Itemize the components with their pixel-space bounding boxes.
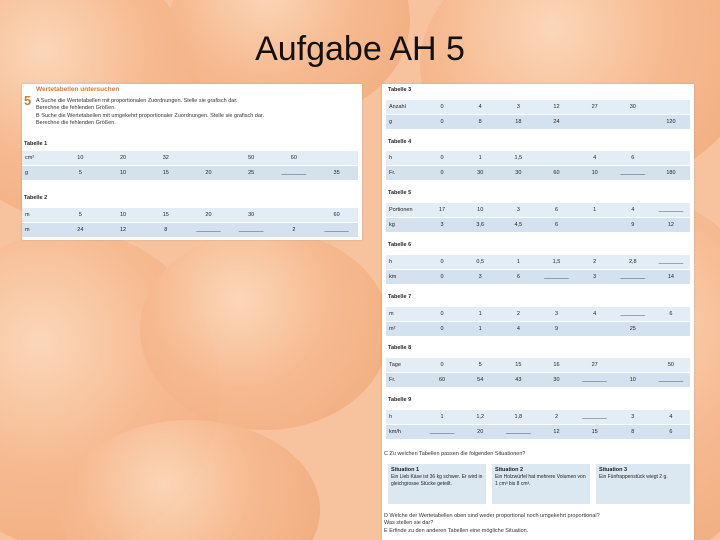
table-cell: 4: [614, 203, 652, 218]
table-cell: 30: [614, 100, 652, 115]
table-cell: 30: [461, 166, 499, 181]
table-cell: 4: [576, 307, 614, 322]
value-table: [386, 203, 690, 233]
table-cell: 6: [537, 218, 575, 233]
table-cell: 1: [461, 307, 499, 322]
row-label-cell: Tage: [386, 358, 423, 373]
table-title: Tabelle 9: [388, 397, 412, 403]
table-cell: 16: [537, 358, 575, 373]
table-cell: 1,2: [461, 410, 499, 425]
table-cell: 8: [614, 425, 652, 440]
table-title: Tabelle 2: [24, 195, 48, 201]
situation-box: [492, 464, 590, 504]
table-cell: ________: [423, 425, 461, 440]
table-cell: 120: [652, 115, 690, 130]
question-c: C Zu welchen Tabellen passen die folgenden Situationen?: [384, 451, 526, 457]
table-cell: 8: [461, 115, 499, 130]
table-cell: 4: [652, 410, 690, 425]
table-cell: 0: [423, 100, 461, 115]
row-label-cell: Portionen: [386, 203, 423, 218]
table-cell: [576, 322, 614, 337]
row-label-cell: Fr.: [386, 166, 423, 181]
table-cell: 3: [537, 307, 575, 322]
slide-title: Aufgabe AH 5: [255, 30, 465, 68]
row-label-cell: Anzahl: [386, 100, 423, 115]
table-row: [386, 166, 690, 181]
table-cell: 10: [576, 166, 614, 181]
table-cell: 17: [423, 203, 461, 218]
row-label-cell: m²: [386, 322, 423, 337]
table-cell: ________: [652, 373, 690, 388]
table-cell: 30: [537, 373, 575, 388]
table-cell: 0: [423, 307, 461, 322]
table-cell: 0: [423, 255, 461, 270]
table-cell: 1: [576, 203, 614, 218]
table-cell: 6: [499, 270, 537, 285]
table-cell: 43: [499, 373, 537, 388]
table-cell: 2: [499, 307, 537, 322]
situation-text: Ein Holzwürfel hat mehrere Volumen von 1 cm³ bis 8 cm³.: [495, 474, 586, 487]
row-label-cell: m: [22, 208, 59, 223]
exercise-number: 5: [24, 93, 32, 108]
table-cell: 5: [59, 208, 102, 223]
table-cell: 2: [537, 410, 575, 425]
table-cell: 5: [59, 166, 102, 181]
table-cell: 10: [461, 203, 499, 218]
table-cell: ________: [187, 223, 230, 238]
table-title: Tabelle 6: [388, 242, 412, 248]
table-cell: ________: [230, 223, 273, 238]
table-cell: ________: [537, 270, 575, 285]
table-cell: 3: [576, 270, 614, 285]
table-row: [386, 203, 690, 218]
situation-title: Situation 1: [391, 467, 420, 473]
table-cell: 20: [461, 425, 499, 440]
table-title: Tabelle 8: [388, 345, 412, 351]
table-row: [386, 410, 690, 425]
table-cell: ________: [499, 425, 537, 440]
table-row: [386, 115, 690, 130]
table-cell: [614, 358, 652, 373]
table-cell: 60: [537, 166, 575, 181]
task-line: A Suche die Wertetabellen mit proportionalen Zuordnungen. Stelle sie grafisch dar.: [36, 98, 238, 104]
table-cell: 0: [423, 166, 461, 181]
table-row: [386, 358, 690, 373]
table-cell: ________: [652, 255, 690, 270]
situation-text: Ein Lieb Käse ist 36 kg schwer. Er wird in gleichgrosse Stücke geteilt.: [391, 474, 483, 487]
task-line: Berechne die fehlenden Größen.: [36, 105, 116, 111]
table-cell: 0: [423, 322, 461, 337]
table-row: [386, 255, 690, 270]
table-cell: 35: [315, 166, 358, 181]
table-cell: 1,8: [499, 410, 537, 425]
table-cell: 0: [423, 151, 461, 166]
worksheet-right: [382, 84, 694, 540]
table-row: [22, 166, 358, 181]
question-d: D Welche der Wertetabellen oben sind weder proportional noch umgekehrt proportional?: [384, 513, 600, 519]
table-cell: 10: [102, 166, 145, 181]
table-cell: 6: [652, 425, 690, 440]
table-row: [386, 373, 690, 388]
exercise-heading: Wertetabellen untersuchen: [36, 86, 120, 93]
orange-image: [140, 230, 390, 430]
question-d-line2: Was stellen sie dar?: [384, 520, 434, 526]
table-cell: [652, 100, 690, 115]
table-row: [386, 218, 690, 233]
table-cell: 18: [499, 115, 537, 130]
table-cell: 1: [499, 255, 537, 270]
table-cell: [315, 151, 358, 166]
table-cell: 27: [576, 100, 614, 115]
table-cell: 60: [315, 208, 358, 223]
table-cell: [576, 115, 614, 130]
table-cell: 0: [423, 270, 461, 285]
table-cell: ________: [576, 410, 614, 425]
task-line: B Suche die Wertetabellen mit umgekehrt proportionaler Zuordnungen. Stelle sie grafisch dar.: [36, 113, 264, 119]
table-row: [386, 151, 690, 166]
row-label-cell: kg: [386, 218, 423, 233]
table-cell: 4: [499, 322, 537, 337]
table-cell: 10: [102, 208, 145, 223]
table-row: [22, 208, 358, 223]
table-title: Tabelle 4: [388, 139, 412, 145]
row-label-cell: km: [386, 270, 423, 285]
table-title: Tabelle 5: [388, 190, 412, 196]
row-label-cell: h: [386, 255, 423, 270]
table-cell: 2: [576, 255, 614, 270]
table-cell: [273, 208, 316, 223]
table-cell: 9: [614, 218, 652, 233]
row-label-cell: g: [386, 115, 423, 130]
table-cell: 1: [461, 322, 499, 337]
table-cell: 180: [652, 166, 690, 181]
table-row: [22, 223, 358, 238]
table-cell: [576, 218, 614, 233]
row-label-cell: m: [386, 307, 423, 322]
table-cell: ________: [614, 270, 652, 285]
table-cell: 30: [230, 208, 273, 223]
table-cell: 15: [576, 425, 614, 440]
row-label-cell: g: [22, 166, 59, 181]
table-cell: ________: [614, 166, 652, 181]
table-cell: 4,5: [499, 218, 537, 233]
table-cell: 10: [59, 151, 102, 166]
table-cell: 1,5: [537, 255, 575, 270]
table-cell: 3: [461, 270, 499, 285]
table-cell: 14: [652, 270, 690, 285]
row-label-cell: Fr.: [386, 373, 423, 388]
table-cell: 50: [652, 358, 690, 373]
table-cell: 8: [144, 223, 187, 238]
table-cell: 30: [499, 166, 537, 181]
table-cell: 15: [144, 166, 187, 181]
situation-box: [388, 464, 486, 504]
row-label-cell: km/h: [386, 425, 423, 440]
table-cell: 15: [499, 358, 537, 373]
table-cell: 24: [537, 115, 575, 130]
table-cell: 20: [187, 166, 230, 181]
table-title: Tabelle 7: [388, 294, 412, 300]
value-table: [386, 307, 690, 337]
table-cell: 6: [537, 203, 575, 218]
table-cell: ________: [652, 203, 690, 218]
table-cell: 32: [144, 151, 187, 166]
table-cell: 54: [461, 373, 499, 388]
table-cell: [537, 151, 575, 166]
table-row: [386, 322, 690, 337]
table-cell: 60: [273, 151, 316, 166]
table-cell: 5: [461, 358, 499, 373]
table-cell: 12: [537, 100, 575, 115]
value-table: [386, 255, 690, 285]
table-cell: 6: [614, 151, 652, 166]
situation-box: [596, 464, 690, 504]
table-cell: 50: [230, 151, 273, 166]
table-cell: 1: [461, 151, 499, 166]
table-cell: 24: [59, 223, 102, 238]
value-table: [386, 151, 690, 181]
table-cell: ________: [614, 307, 652, 322]
table-cell: [652, 151, 690, 166]
table-cell: 15: [144, 208, 187, 223]
row-label-cell: m: [22, 223, 59, 238]
row-label-cell: h: [386, 410, 423, 425]
table-cell: 20: [102, 151, 145, 166]
table-row: [22, 151, 358, 166]
table-title: Tabelle 1: [24, 141, 48, 147]
table-cell: 25: [230, 166, 273, 181]
value-table: [386, 100, 690, 130]
table-cell: 2,8: [614, 255, 652, 270]
table-cell: 4: [461, 100, 499, 115]
value-table: [386, 410, 690, 440]
table-cell: 3: [423, 218, 461, 233]
task-line: Berechne die fehlenden Größen.: [36, 120, 116, 126]
value-table: [22, 208, 358, 238]
table-cell: 10: [614, 373, 652, 388]
table-cell: 6: [652, 307, 690, 322]
table-cell: 3: [614, 410, 652, 425]
worksheet-left: [22, 84, 362, 240]
question-e: E Erfinde zu den anderen Tabellen eine mögliche Situation.: [384, 528, 529, 534]
table-cell: 12: [102, 223, 145, 238]
situation-title: Situation 3: [599, 467, 628, 473]
table-cell: 12: [652, 218, 690, 233]
row-label-cell: h: [386, 151, 423, 166]
table-cell: [187, 151, 230, 166]
table-row: [386, 100, 690, 115]
table-row: [386, 270, 690, 285]
table-cell: 20: [187, 208, 230, 223]
situation-text: Ein Fünfrappenstück wiegt 2 g.: [599, 474, 668, 480]
table-cell: [652, 322, 690, 337]
table-cell: ________: [315, 223, 358, 238]
table-cell: 3: [499, 100, 537, 115]
table-cell: 1: [423, 410, 461, 425]
table-row: [386, 425, 690, 440]
value-table: [22, 151, 358, 181]
table-cell: ________: [576, 373, 614, 388]
table-cell: 12: [537, 425, 575, 440]
table-cell: 3,6: [461, 218, 499, 233]
table-cell: 25: [614, 322, 652, 337]
table-cell: 0: [423, 115, 461, 130]
table-cell: 1,5: [499, 151, 537, 166]
table-row: [386, 307, 690, 322]
table-cell: 0,5: [461, 255, 499, 270]
table-cell: 4: [576, 151, 614, 166]
table-cell: 9: [537, 322, 575, 337]
row-label-cell: cm²: [22, 151, 59, 166]
value-table: [386, 358, 690, 388]
table-cell: 27: [576, 358, 614, 373]
table-cell: 2: [273, 223, 316, 238]
table-cell: 60: [423, 373, 461, 388]
table-title: Tabelle 3: [388, 87, 412, 93]
table-cell: 0: [423, 358, 461, 373]
table-cell: [614, 115, 652, 130]
table-cell: 3: [499, 203, 537, 218]
table-cell: ________: [273, 166, 316, 181]
situation-title: Situation 2: [495, 467, 524, 473]
